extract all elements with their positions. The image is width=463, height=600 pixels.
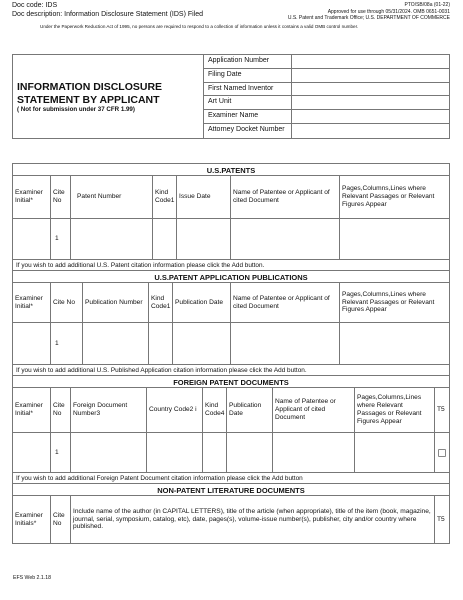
field-attorney-docket-number: [204, 124, 449, 138]
examiner-initial-cell[interactable]: [13, 433, 50, 472]
art-unit-input[interactable]: [291, 96, 449, 109]
non-patent-title: NON-PATENT LITERATURE DOCUMENTS: [13, 484, 449, 496]
relevant-passages-cell[interactable]: [354, 433, 434, 472]
field-first-named-inventor: [204, 83, 449, 97]
col-citation-description: Include name of the author (in CAPITAL LETTERS), title of the article (when appropriate), title of the item (book, magazine, journal, serial, symposium, catalog, etc), date, pages(s), volume-issue number(s), publisher, city and/or country where published.: [70, 496, 434, 543]
foreign-patents-add-note: If you wish to add additional Foreign Patent Document citation information please click the Add button: [13, 473, 449, 484]
kind-code-cell[interactable]: [148, 323, 172, 364]
publication-date-cell[interactable]: [226, 433, 272, 472]
col-foreign-document-number: Foreign Document Number3: [70, 388, 146, 432]
col-kind-code: Kind Code1: [148, 283, 172, 322]
foreign-patents-row: [13, 433, 449, 473]
col-country-code: Country Code2 i: [146, 388, 202, 432]
agency-line: U.S. Patent and Trademark Office; U.S. DEPARTMENT OF COMMERCE: [287, 15, 450, 21]
kind-code-cell[interactable]: [152, 219, 176, 259]
ids-subtitle: ( Not for submission under 37 CFR 1.99): [17, 106, 135, 113]
col-relevant-passages: Pages,Columns,Lines where Relevant Passages or Relevant Figures Appear: [354, 388, 434, 432]
ids-title-block: [13, 55, 204, 138]
col-issue-date: Issue Date: [176, 176, 230, 218]
examiner-name-input[interactable]: [291, 110, 449, 123]
col-examiner-initial: Examiner Initial*: [15, 402, 43, 417]
ids-fields: [204, 55, 449, 138]
col-patent-number: Patent Number: [70, 176, 152, 218]
cite-no-cell: 1: [50, 323, 82, 364]
foreign-patents-header-row: [13, 388, 449, 433]
relevant-passages-cell[interactable]: [339, 323, 449, 364]
application-number-input[interactable]: [291, 55, 449, 68]
patentee-cell[interactable]: [230, 323, 339, 364]
col-publication-date: Publication Date: [226, 388, 272, 432]
approval-note: Approved for use through 05/31/2024. OMB 0651-0031: [327, 9, 450, 15]
field-art-unit: [204, 96, 449, 110]
col-relevant-passages: Pages,Columns,Lines where Relevant Passages or Relevant Figures Appear: [339, 283, 449, 322]
form-code: PTO/SB/08a (01-22): [404, 2, 450, 8]
patentee-cell[interactable]: [272, 433, 354, 472]
col-relevant-passages: Pages,Columns,Lines where Relevant Passages or Relevant Figures Appear: [339, 176, 449, 218]
citations-table: [12, 163, 450, 544]
translation-cell: [434, 433, 449, 472]
field-filing-date: [204, 69, 449, 83]
foreign-patents-title: FOREIGN PATENT DOCUMENTS: [13, 376, 449, 388]
patent-number-cell[interactable]: [70, 219, 152, 259]
filing-date-input[interactable]: [291, 69, 449, 82]
col-translation: T5: [434, 388, 449, 432]
translation-checkbox[interactable]: [438, 449, 446, 457]
relevant-passages-cell[interactable]: [339, 219, 449, 259]
us-applications-title: U.S.PATENT APPLICATION PUBLICATIONS: [13, 271, 449, 283]
field-label: Art Unit: [208, 98, 232, 106]
issue-date-cell[interactable]: [176, 219, 230, 259]
attorney-docket-number-input[interactable]: [291, 124, 449, 138]
col-patentee-name: Name of Patentee or Applicant of cited Document: [230, 283, 339, 322]
col-patentee-name: Name of Patentee or Applicant of cited Document: [230, 176, 339, 218]
col-translation: T5: [434, 496, 449, 543]
publication-date-cell[interactable]: [172, 323, 230, 364]
us-patents-row: [13, 219, 449, 260]
col-publication-date: Publication Date: [172, 283, 230, 322]
col-kind-code: Kind Code1: [152, 176, 176, 218]
field-examiner-name: [204, 110, 449, 124]
col-cite-no: Cite No: [50, 496, 70, 543]
ids-title: INFORMATION DISCLOSURE STATEMENT BY APPLICANT: [17, 81, 163, 106]
col-patentee-name: Name of Patentee or Applicant of cited Document: [272, 388, 354, 432]
doc-description: Doc description: Information Disclosure Statement (IDS) Filed: [12, 11, 204, 18]
us-patents-header-row: [13, 176, 449, 219]
field-label: Examiner Name: [208, 112, 259, 120]
efs-version: EFS Web 2.1.18: [13, 575, 51, 581]
first-named-inventor-input[interactable]: [291, 83, 449, 96]
cite-no-cell: 1: [50, 219, 70, 259]
field-label: Filing Date: [208, 70, 242, 78]
col-cite-no: Cite No: [50, 283, 82, 322]
doc-code: Doc code: IDS: [12, 2, 58, 9]
publication-number-cell[interactable]: [82, 323, 148, 364]
col-examiner-initials: Examiner Initials*: [15, 511, 43, 527]
country-code-cell[interactable]: [146, 433, 202, 472]
us-applications-row: [13, 323, 449, 365]
us-applications-header-row: [13, 283, 449, 323]
examiner-initial-cell[interactable]: [13, 323, 50, 364]
col-cite-no: Cite No: [50, 388, 70, 432]
col-kind-code: Kind Code4: [202, 388, 226, 432]
field-label: Attorney Docket Number: [208, 125, 285, 133]
non-patent-header-row: [13, 496, 449, 543]
ids-info-box: [12, 54, 450, 139]
col-publication-number: Publication Number: [82, 283, 148, 322]
examiner-initial-cell[interactable]: [13, 219, 50, 259]
us-applications-add-note: If you wish to add additional U.S. Published Application citation information please click the Add button.: [13, 365, 449, 376]
us-patents-title: U.S.PATENTS: [13, 164, 449, 176]
field-application-number: [204, 55, 449, 69]
us-patents-add-note: If you wish to add additional U.S. Patent citation information please click the Add button.: [13, 260, 449, 271]
kind-code-cell[interactable]: [202, 433, 226, 472]
field-label: Application Number: [208, 57, 270, 64]
paperwork-notice: Under the Paperwork Reduction Act of 1995, no persons are required to respond to a collection of information unless it contains a valid OMB control number.: [40, 24, 359, 29]
col-cite-no: Cite No: [50, 176, 70, 218]
patentee-cell[interactable]: [230, 219, 339, 259]
cite-no-cell: 1: [50, 433, 70, 472]
field-label: First Named Inventor: [208, 84, 274, 92]
col-examiner-initial: Examiner Initial*: [15, 189, 43, 204]
col-examiner-initial: Examiner Initial*: [15, 294, 43, 310]
foreign-document-number-cell[interactable]: [70, 433, 146, 472]
